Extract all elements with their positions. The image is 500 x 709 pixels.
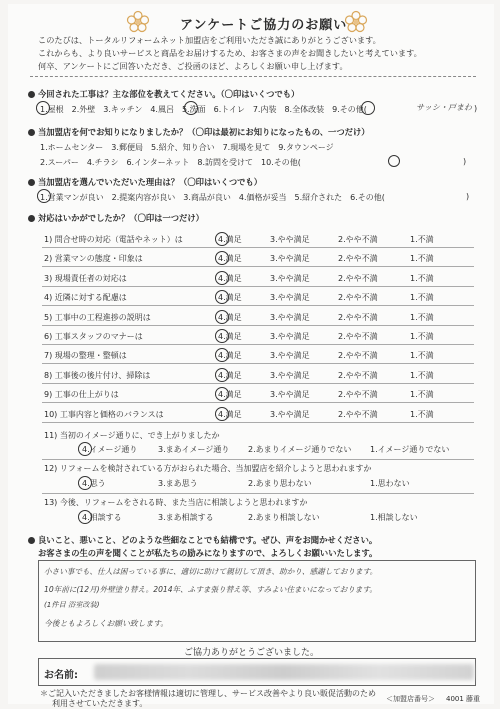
rating-option-3: 3.やや満足 [270, 293, 310, 303]
answer-circle [215, 232, 229, 246]
rating-option-4: 4.満足 [218, 409, 242, 419]
rating-option-1: 1.不満 [410, 273, 434, 283]
row13-option-3: 3.まあ相談する [158, 513, 214, 522]
rating-option-2: 2.やや不満 [338, 273, 378, 283]
row-divider [42, 402, 474, 403]
rating-option-3: 3.やや満足 [270, 273, 310, 283]
rating-option-4: 4.満足 [218, 390, 242, 400]
q3-question: 当加盟店を選んでいただいた理由は？（〇印はいくつでも） [28, 176, 262, 188]
rating-option-2: 2.やや不満 [338, 293, 378, 303]
q1-handwritten-other: サッシ・戸まわ [416, 103, 472, 112]
flower-icon [344, 10, 368, 34]
rating-option-3: 3.やや満足 [270, 351, 310, 361]
rating-option-1: 1.不満 [410, 293, 434, 303]
rating-option-2: 2.やや不満 [338, 332, 378, 341]
row11-option-4: 4.イメージ通り [82, 445, 138, 454]
rating-option-4: 4.満足 [218, 351, 242, 361]
rating-option-3: 3.やや満足 [270, 370, 310, 380]
row-divider [42, 286, 474, 287]
row-divider [42, 247, 474, 248]
row11-option-3: 3.まあイメージ通り [158, 445, 230, 454]
answer-circle [215, 407, 229, 421]
q4-row-10: 10) 工事内容と価格のバランスは [44, 409, 164, 419]
row11-option-1: 1.イメージ通りでない [370, 445, 450, 454]
row12-option-1: 1.思わない [370, 479, 410, 488]
q4-row-12: 12) リフォームを検討されている方がおられた場合、当加盟店を紹介しようと思われますか [44, 464, 372, 473]
q4-row-2: 2) 営業マンの態度・印象は [44, 254, 143, 264]
q5-question-1: 良いこと、悪いこと、どのような些細なことでも結構です。ぜひ、声をお聞かせください。 [28, 534, 377, 546]
q2-options-1: 1.ホームセンター 3.郵便局 5.紹介、知り合い 7.現場を見て 9.タウンページ [40, 143, 334, 152]
q2-options-2: 2.スーパー 4.チラシ 6.インターネット 8.訪問を受けて 10.その他( [40, 158, 301, 167]
store-number: 4001 藤重 [446, 695, 481, 703]
row-divider [42, 383, 474, 384]
row-divider [42, 363, 474, 364]
divider [30, 76, 476, 77]
answer-circle [78, 476, 92, 490]
row13-option-1: 1.相談しない [370, 513, 418, 522]
rating-option-1: 1.不満 [410, 370, 434, 380]
rating-option-4: 4.満足 [218, 312, 242, 322]
q3-options: 1.営業マンが良い 2.提案内容が良い 3.商品が良い 4.価格が妥当 5.紹介された 6.その他( [40, 193, 385, 202]
rating-option-3: 3.やや満足 [270, 332, 310, 341]
name-label: お名前: [44, 670, 78, 681]
answer-circle [215, 271, 229, 285]
rating-option-1: 1.不満 [410, 332, 434, 341]
flower-icon [126, 10, 150, 34]
notice-line-1: ＊ご記入いただきましたお客様情報は適切に管理し、サービス改善やより良い販促活動のため [40, 689, 376, 698]
row-divider [42, 305, 474, 306]
store-label: ＜加盟店番号＞ [386, 695, 435, 703]
rating-option-4: 4.満足 [218, 235, 242, 244]
row-divider [42, 422, 474, 423]
answer-circle [36, 101, 50, 115]
intro-line-1: このたびは、トータルリフォームネット加盟店をご利用いただき誠にありがとうございます。 [38, 35, 381, 45]
q5-question-2: お客さまの生の声を聞くことが私たちの励みになりますので、よろしくお願いいたします。 [38, 548, 378, 558]
rating-option-4: 4.満足 [218, 332, 242, 341]
answer-circle [215, 310, 229, 324]
q4-row-7: 7) 現場の整理・整頓は [44, 351, 127, 361]
answer-circle [78, 510, 92, 524]
q4-row-5: 5) 工事中の工程進捗の説明は [44, 312, 151, 322]
rating-option-2: 2.やや不満 [338, 235, 378, 244]
row13-option-2: 2.あまり相談しない [248, 513, 320, 522]
q4-row-6: 6) 工事スタッフのマナーは [44, 332, 143, 341]
answer-circle [37, 189, 51, 203]
rating-option-3: 3.やや満足 [270, 254, 310, 264]
rating-option-2: 2.やや不満 [338, 312, 378, 322]
row-divider [42, 325, 474, 326]
rating-option-2: 2.やや不満 [338, 370, 378, 380]
q4-row-8: 8) 工事後の後片付け、掃除は [44, 370, 151, 380]
rating-option-4: 4.満足 [218, 293, 242, 303]
rating-option-4: 4.満足 [218, 370, 242, 380]
q1-question: 今回された工事は？主な部位を教えてください。（〇印はいくつでも） [28, 88, 299, 100]
q4-row-11: 11) 当初のイメージ通りに、でき上がりましたか [44, 431, 220, 440]
answer-circle [184, 101, 198, 115]
answer-circle [215, 329, 229, 343]
row13-option-4: 4.相談する [82, 513, 122, 522]
comment-line-4: 今後ともよろしくお願い致します。 [44, 619, 169, 628]
answer-circle [78, 442, 92, 456]
row12-option-4: 4.思う [82, 479, 106, 488]
rating-option-1: 1.不満 [410, 235, 434, 244]
rating-option-1: 1.不満 [410, 312, 434, 322]
row-divider [42, 266, 474, 267]
intro-line-2: これからも、より良いサービスと商品をお届けするため、お客さまの声をお聞きしたいと考えています。 [38, 48, 422, 58]
rating-option-1: 1.不満 [410, 390, 434, 400]
rating-option-2: 2.やや不満 [338, 254, 378, 264]
rating-option-1: 1.不満 [410, 254, 434, 264]
redacted-name [94, 664, 474, 680]
row11-option-2: 2.あまりイメージ通りでない [248, 445, 352, 454]
comment-line-2: 10年前に(12月)外壁塗り替え。2014年、ふすま張り替え等、すみよい住まいになっております。 [44, 585, 377, 594]
q4-row-13: 13) 今後、リフォームをされる時、また当店に相談しようと思われますか [44, 498, 308, 507]
q2-question: 当加盟店を何でお知りになりましたか？（〇印は最初にお知りになったもの、一つだけ） [28, 126, 370, 138]
survey-sheet: アンケートご協力のお願い このたびは、トータルリフォームネット加盟店をご利用いただき誠にありがとうございます。 これからも、より良いサービスと商品をお届けするため、お客さまの声をお聞きしたいと考えています。 何卒、アンケートにご回答いただき、ご投函のほど、よろしくお願い申し上げます。 今回された工事は？主な部位を教えてください。（〇印はいくつでも） 1.屋根 2.外壁 3.キッチン 4.風呂 5.洗面 6.トイレ 7.内装 8.全体改装 9.その他( サッシ・戸まわ ) 当加盟店を何でお知りになりましたか？（〇印は最初にお知りになったもの、一つだけ） 1.ホームセンター 3.郵便局 5.紹介、知り合い 7.現場を見て 9.タウンページ 2.スーパー 4.チラシ 6.インターネット 8.訪問を受けて 10.その他( ) 当加盟店を選んでいただいた理由は？（〇印はいくつでも） 1.営業マンが良い 2.提案内容が良い 3.商品が良い 4.価格が妥当 5.紹介された 6.その他( ) 対応はいかがでしたか？（〇印は一つだけ） 1) 問合せ時の対応（電話やネット）は 4.満足 3.やや満足 2.やや不満 1.不満 2) 営業マンの態度・印象は 4.満足 3.やや満足 2.やや不満 1.不満 3) 現場責任者の対応は 4.満足 3.やや満足 2.やや不満 1.不満 4) 近隣に対する配慮は 4.満足 3.やや満足 2.やや不満 1.不満 5) 工事中の工程進捗の説明は 4.満足 3.やや満足 2.やや不満 1.不満 6) 工事スタッフのマナーは 4.満足 3.やや満足 2.やや不満 1.不満 7) 現場の整理・整頓は 4.満足 3.やや満足 2.やや不満 1.不満 8) 工事後の後片付け、掃除は 4.満足 3.やや満足 2.やや不満 1.不満 9) 工事の仕上がりは 4.満足 3.やや満足 2.やや不満 1.不満 10) 工事内容と価格のバランスは 4.満足 3.やや満足 2.やや不満 1.不満 11) 当初のイメージ通りに、でき上がりましたか 4.イメージ通り 3.まあイメージ通り 2.あまりイメージ通りでない 1.イメージ通りでない 12) リフォームを検討されている方がおられた場合、当加盟店を紹介しようと思われますか 4.思う 3.まあ思う 2.あまり思わない 1.思わない 13) 今後、リフォームをされる時、また当店に相談しようと思われますか 4.相談する 3.まあ相談する 2.あまり相談しない 1.相談しない 良いこと、悪いこと、どのような些細なことでも結構です。ぜひ、声をお聞かせください。 お客さまの生の声を聞くことが私たちの励みになりますので、よろしくお願いいたします。 小さい事でも、仕人は困っている事に、適切に助けて親切して頂き、助かり、感謝しております。 10年前に(12月)外壁塗り替え。2014年、ふすま張り替え等、すみよい住まいになっております。 (1件目 浴室改装) 今後ともよろしくお願い致します。 ご協力ありがとうございました。 お名前: ＊ご記入いただきましたお客様情報は適切に管理し、サービス改善やより良い販促活動のため 利用させていただきます。 [8, 4, 494, 704]
q4-row-3: 3) 現場責任者の対応は [44, 273, 127, 283]
rating-option-2: 2.やや不満 [338, 409, 378, 419]
rating-option-2: 2.やや不満 [338, 390, 378, 400]
row12-option-2: 2.あまり思わない [248, 479, 312, 488]
thanks-text: ご協力ありがとうございました。 [184, 648, 320, 658]
answer-circle [388, 155, 400, 167]
rating-option-3: 3.やや満足 [270, 390, 310, 400]
rating-option-4: 4.満足 [218, 273, 242, 283]
comment-line-3: (1件目 浴室改装) [44, 600, 100, 609]
page-title: アンケートご協力のお願い [180, 18, 348, 33]
intro-line-3: 何卒、アンケートにご回答いただき、ご投函のほど、よろしくお願い申し上げます。 [38, 61, 348, 71]
rating-option-1: 1.不満 [410, 409, 434, 419]
q4-row-4: 4) 近隣に対する配慮は [44, 293, 127, 303]
rating-option-3: 3.やや満足 [270, 409, 310, 419]
answer-circle [361, 101, 375, 115]
row-divider [42, 344, 474, 345]
rating-option-2: 2.やや不満 [338, 351, 378, 361]
q4-row-1: 1) 問合せ時の対応（電話やネット）は [44, 235, 183, 244]
rating-option-3: 3.やや満足 [270, 235, 310, 244]
rating-option-1: 1.不満 [410, 351, 434, 361]
row12-option-3: 3.まあ思う [158, 479, 198, 488]
notice-line-2: 利用させていただきます。 [52, 699, 148, 708]
q4-row-9: 9) 工事の仕上がりは [44, 390, 119, 400]
q1-options: 1.屋根 2.外壁 3.キッチン 4.風呂 5.洗面 6.トイレ 7.内装 8.全体改装 9.その他( [40, 105, 367, 114]
rating-option-3: 3.やや満足 [270, 312, 310, 322]
q4-question: 対応はいかがでしたか？（〇印は一つだけ） [28, 212, 204, 224]
comment-line-1: 小さい事でも、仕人は困っている事に、適切に助けて親切して頂き、助かり、感謝しております。 [44, 567, 378, 576]
answer-circle [215, 368, 229, 382]
rating-option-4: 4.満足 [218, 254, 242, 264]
